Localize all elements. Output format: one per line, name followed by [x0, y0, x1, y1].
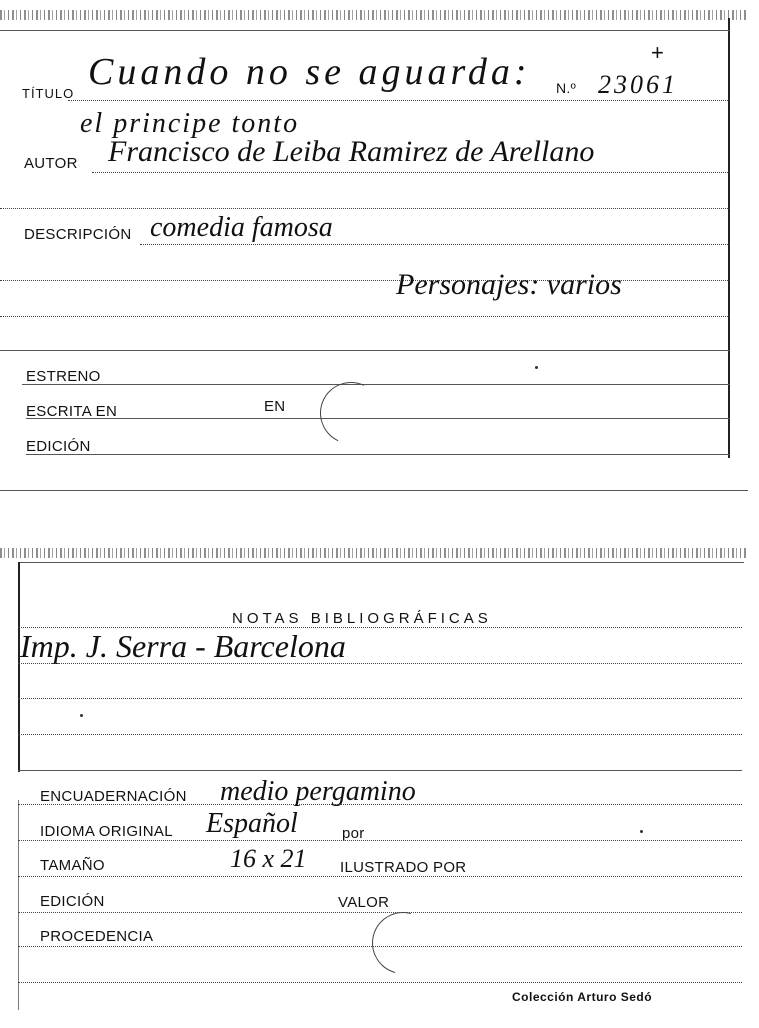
- notas-heading: NOTAS BIBLIOGRÁFICAS: [232, 610, 492, 627]
- card-top-edge: [0, 10, 748, 20]
- card-top-border: [0, 30, 730, 31]
- tamano-line: [18, 876, 742, 877]
- edicion-label: EDICIÓN: [40, 893, 105, 910]
- plus-mark: +: [651, 40, 664, 65]
- titulo-label: TÍTULO: [22, 86, 75, 101]
- autor-label: AUTOR: [24, 155, 78, 172]
- en-label: EN: [264, 398, 286, 415]
- idioma-line: [18, 840, 742, 841]
- card-bottom-edge: [0, 490, 748, 491]
- idioma-value: Español: [206, 808, 298, 839]
- personajes-value: Personajes: varios: [396, 268, 622, 301]
- encuadernacion-value: medio pergamino: [220, 776, 416, 807]
- blank-line: [18, 982, 742, 983]
- descripcion-label: DESCRIPCIÓN: [24, 226, 132, 243]
- blank-line: [18, 734, 742, 735]
- blank-line: [18, 698, 742, 699]
- descripcion-line: [140, 244, 730, 245]
- estreno-line: [22, 384, 730, 385]
- titulo-line: [68, 100, 730, 101]
- card-top-border: [18, 562, 744, 563]
- titulo-value-line2: el principe tonto: [80, 108, 300, 139]
- idioma-label: IDIOMA ORIGINAL: [40, 823, 173, 840]
- stamp-mark: [361, 901, 446, 986]
- card-right-border: [728, 18, 730, 458]
- autor-line: [92, 172, 730, 173]
- encuadernacion-line: [18, 804, 742, 805]
- numero-label: N.º: [556, 80, 577, 96]
- estreno-label: ESTRENO: [26, 368, 101, 385]
- card-left-border: [18, 562, 20, 772]
- stamp-mark: [311, 373, 390, 452]
- tamano-value: 16 x 21: [230, 844, 307, 873]
- ink-dot: [640, 830, 643, 833]
- blank-line: [0, 316, 730, 317]
- card-top-edge: [0, 548, 748, 558]
- ink-dot: [535, 366, 538, 369]
- escrita-en-label: ESCRITA EN: [26, 403, 118, 420]
- encuadernacion-label: ENCUADERNACIÓN: [40, 788, 187, 805]
- ink-dot: [80, 714, 83, 717]
- procedencia-label: PROCEDENCIA: [40, 928, 154, 945]
- ilustrado-label: ILUSTRADO POR: [340, 859, 467, 876]
- blank-line: [0, 208, 730, 209]
- por-label: por: [342, 825, 365, 842]
- card-left-border-lower: [18, 800, 19, 1010]
- edicion-line: [18, 912, 742, 913]
- coleccion-label: Colección Arturo Sedó: [512, 990, 653, 1004]
- blank-line: [0, 350, 730, 351]
- edicion-label: EDICIÓN: [26, 438, 91, 455]
- notas-value: Imp. J. Serra - Barcelona: [20, 628, 346, 664]
- autor-value: Francisco de Leiba Ramirez de Arellano: [108, 135, 595, 168]
- descripcion-value: comedia famosa: [150, 212, 333, 243]
- edicion-line: [26, 454, 730, 455]
- titulo-value: Cuando no se aguarda:: [88, 51, 531, 93]
- valor-label: VALOR: [338, 894, 390, 911]
- numero-value: 23061: [598, 70, 678, 99]
- tamano-label: TAMAÑO: [40, 857, 105, 874]
- notas-line-2: [18, 663, 742, 664]
- blank-line: [18, 770, 742, 771]
